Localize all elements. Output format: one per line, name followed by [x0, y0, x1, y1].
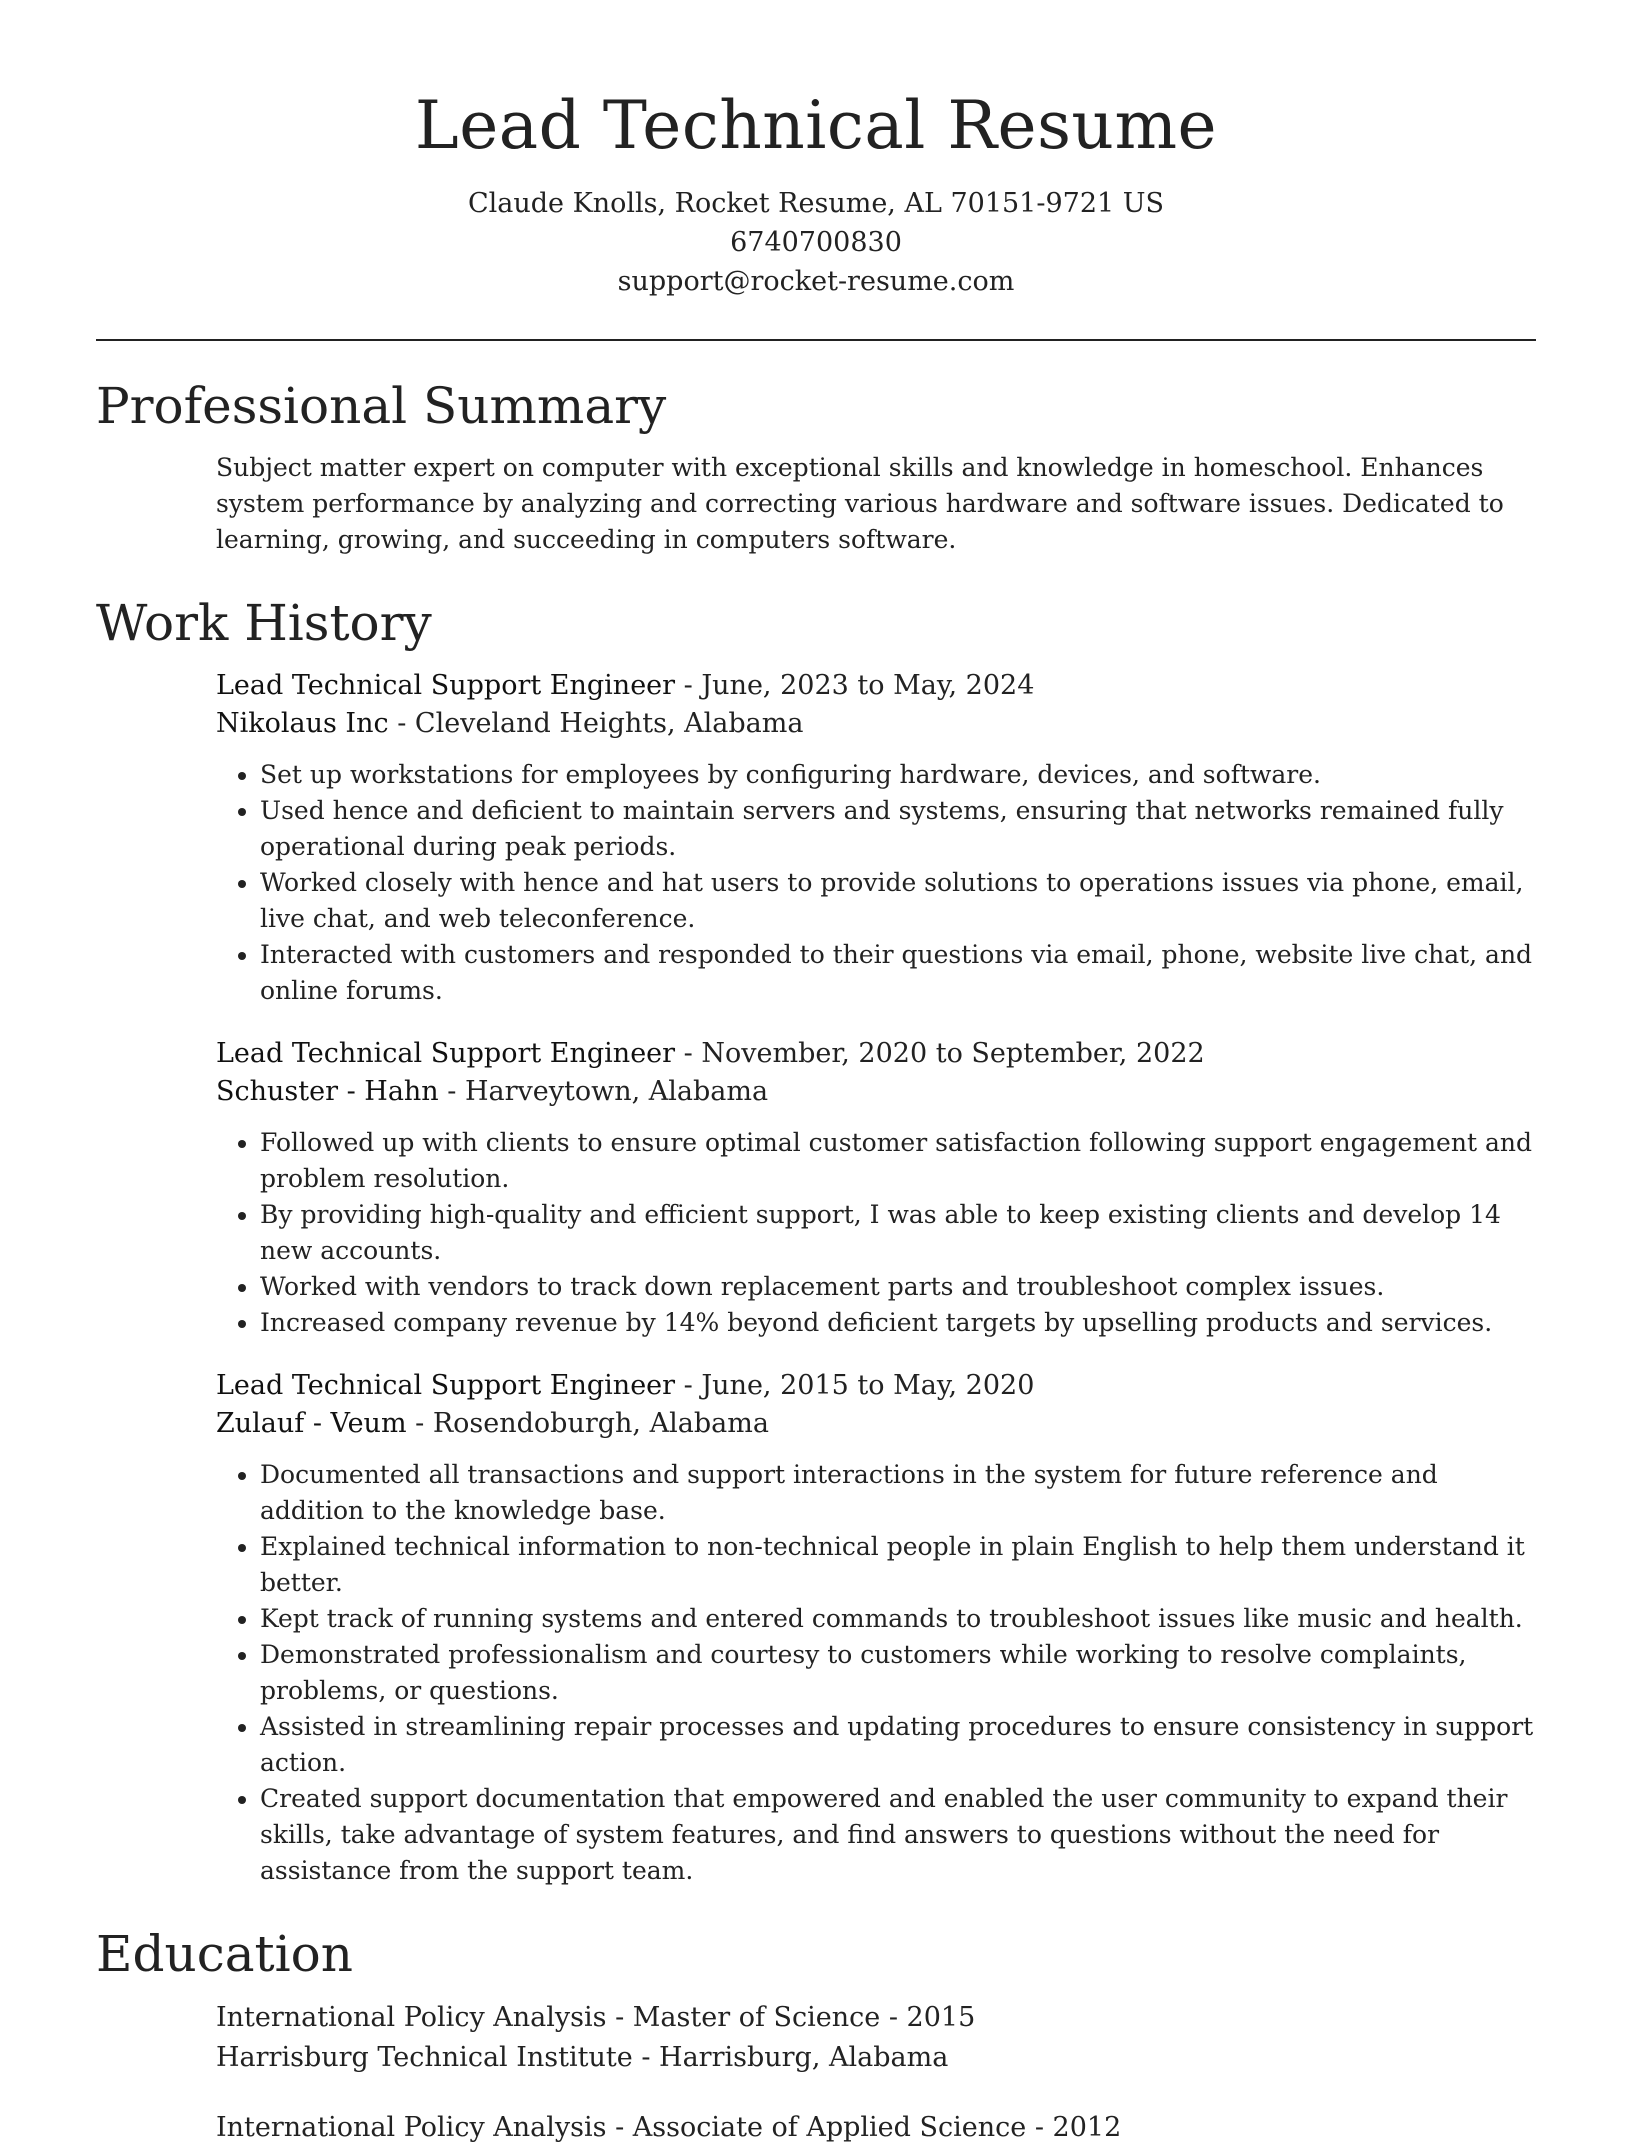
job-title-line: [216, 1367, 1536, 1405]
job-title: Lead Technical Support Engineer: [216, 669, 676, 701]
job-bullet: • Explained technical information to non-technical people in plain English to help them understand it better.: [260, 1529, 1536, 1601]
job-entry: [216, 667, 1536, 1009]
contact-email: support@rocket-resume.com: [617, 265, 1015, 297]
contact-phone: 6740700830: [730, 226, 902, 258]
job-bullet: • Increased company revenue by 14% beyond deficient targets by upselling products and services.: [260, 1305, 1536, 1341]
job-bullets: [216, 1457, 1536, 1889]
education-section: [96, 1998, 1536, 2148]
contact-address: Claude Knolls, Rocket Resume, AL 70151-9721 US: [467, 187, 1165, 219]
job-location: - Harveytown, Alabama: [438, 1075, 769, 1107]
education-entry: [216, 1998, 1536, 2078]
job-bullet: • Used hence and deficient to maintain servers and systems, ensuring that networks remained fully operational during peak periods.: [260, 793, 1536, 865]
job-location: - Cleveland Heights, Alabama: [388, 707, 804, 739]
job-bullet: • Documented all transactions and support interactions in the system for future reference and addition to the knowledge base.: [260, 1457, 1536, 1529]
job-company: Nikolaus Inc: [216, 707, 389, 739]
summary-heading: Professional Summary: [96, 376, 667, 435]
education-school: Harrisburg Technical Institute: [216, 2041, 633, 2073]
job-dates: - June, 2015 to May, 2020: [675, 1369, 1035, 1401]
work-history-heading: Work History: [96, 593, 432, 652]
job-company: Zulauf - Veum: [216, 1407, 407, 1439]
job-company-line: [216, 705, 1536, 743]
job-bullet: • Followed up with clients to ensure optimal customer satisfaction following support engagement and problem resolution.: [260, 1125, 1536, 1197]
job-bullet: • Demonstrated professionalism and courtesy to customers while working to resolve complaints, problems, or questions.: [260, 1637, 1536, 1709]
header-divider: [96, 339, 1536, 341]
education-degree-line: [216, 1998, 1536, 2038]
education-school-line: [216, 2038, 1536, 2078]
education-field: International Policy Analysis: [216, 2001, 607, 2033]
job-company-line: [216, 1073, 1536, 1111]
job-bullet: • Kept track of running systems and entered commands to troubleshoot issues like music and health.: [260, 1601, 1536, 1637]
job-title-line: [216, 1035, 1536, 1073]
job-entry: [216, 1035, 1536, 1341]
summary-section: [96, 450, 1536, 558]
job-bullet: • Set up workstations for employees by configuring hardware, devices, and software.: [260, 757, 1536, 793]
job-bullet: • Interacted with customers and responded to their questions via email, phone, website live chat, and online forums.: [260, 937, 1536, 1009]
education-field: International Policy Analysis: [216, 2111, 607, 2143]
job-bullet: • Assisted in streamlining repair processes and updating procedures to ensure consistency in support action.: [260, 1709, 1536, 1781]
job-bullet: • Created support documentation that empowered and enabled the user community to expand their skills, take advantage of system features, and find answers to questions without the need for assistance from the support team.: [260, 1781, 1536, 1889]
education-degree: - Associate of Applied Science - 2012: [606, 2111, 1122, 2143]
job-bullet: • Worked closely with hence and hat users to provide solutions to operations issues via phone, email, live chat, and web teleconference.: [260, 865, 1536, 937]
resume-header: [96, 0, 1536, 301]
education-degree-line: [216, 2108, 1536, 2148]
summary-text: Subject matter expert on computer with exceptional skills and knowledge in homeschool. Enhances system performance by analyzing and correcting various hardware and software issues. Dedicated to learning, growing, and succeeding in computers software.: [216, 452, 1504, 554]
resume-title: Lead Technical Resume: [414, 87, 1218, 164]
job-company-line: [216, 1405, 1536, 1443]
job-dates: - June, 2023 to May, 2024: [675, 669, 1035, 701]
job-entry: [216, 1367, 1536, 1889]
education-location: - Harrisburg, Alabama: [632, 2041, 949, 2073]
education-entry: [216, 2108, 1536, 2148]
job-bullets: [216, 757, 1536, 1009]
job-bullet: • Worked with vendors to track down replacement parts and troubleshoot complex issues.: [260, 1269, 1536, 1305]
job-company: Schuster - Hahn: [216, 1075, 439, 1107]
job-bullets: [216, 1125, 1536, 1341]
work-history-section: [96, 667, 1536, 1889]
job-location: - Rosendoburgh, Alabama: [406, 1407, 769, 1439]
job-title: Lead Technical Support Engineer: [216, 1369, 676, 1401]
job-bullet: • By providing high-quality and efficient support, I was able to keep existing clients and develop 14 new accounts.: [260, 1197, 1536, 1269]
education-heading: Education: [96, 1924, 353, 1983]
education-degree: - Master of Science - 2015: [606, 2001, 976, 2033]
job-title: Lead Technical Support Engineer: [216, 1037, 676, 1069]
job-title-line: [216, 667, 1536, 705]
job-dates: - November, 2020 to September, 2022: [675, 1037, 1205, 1069]
